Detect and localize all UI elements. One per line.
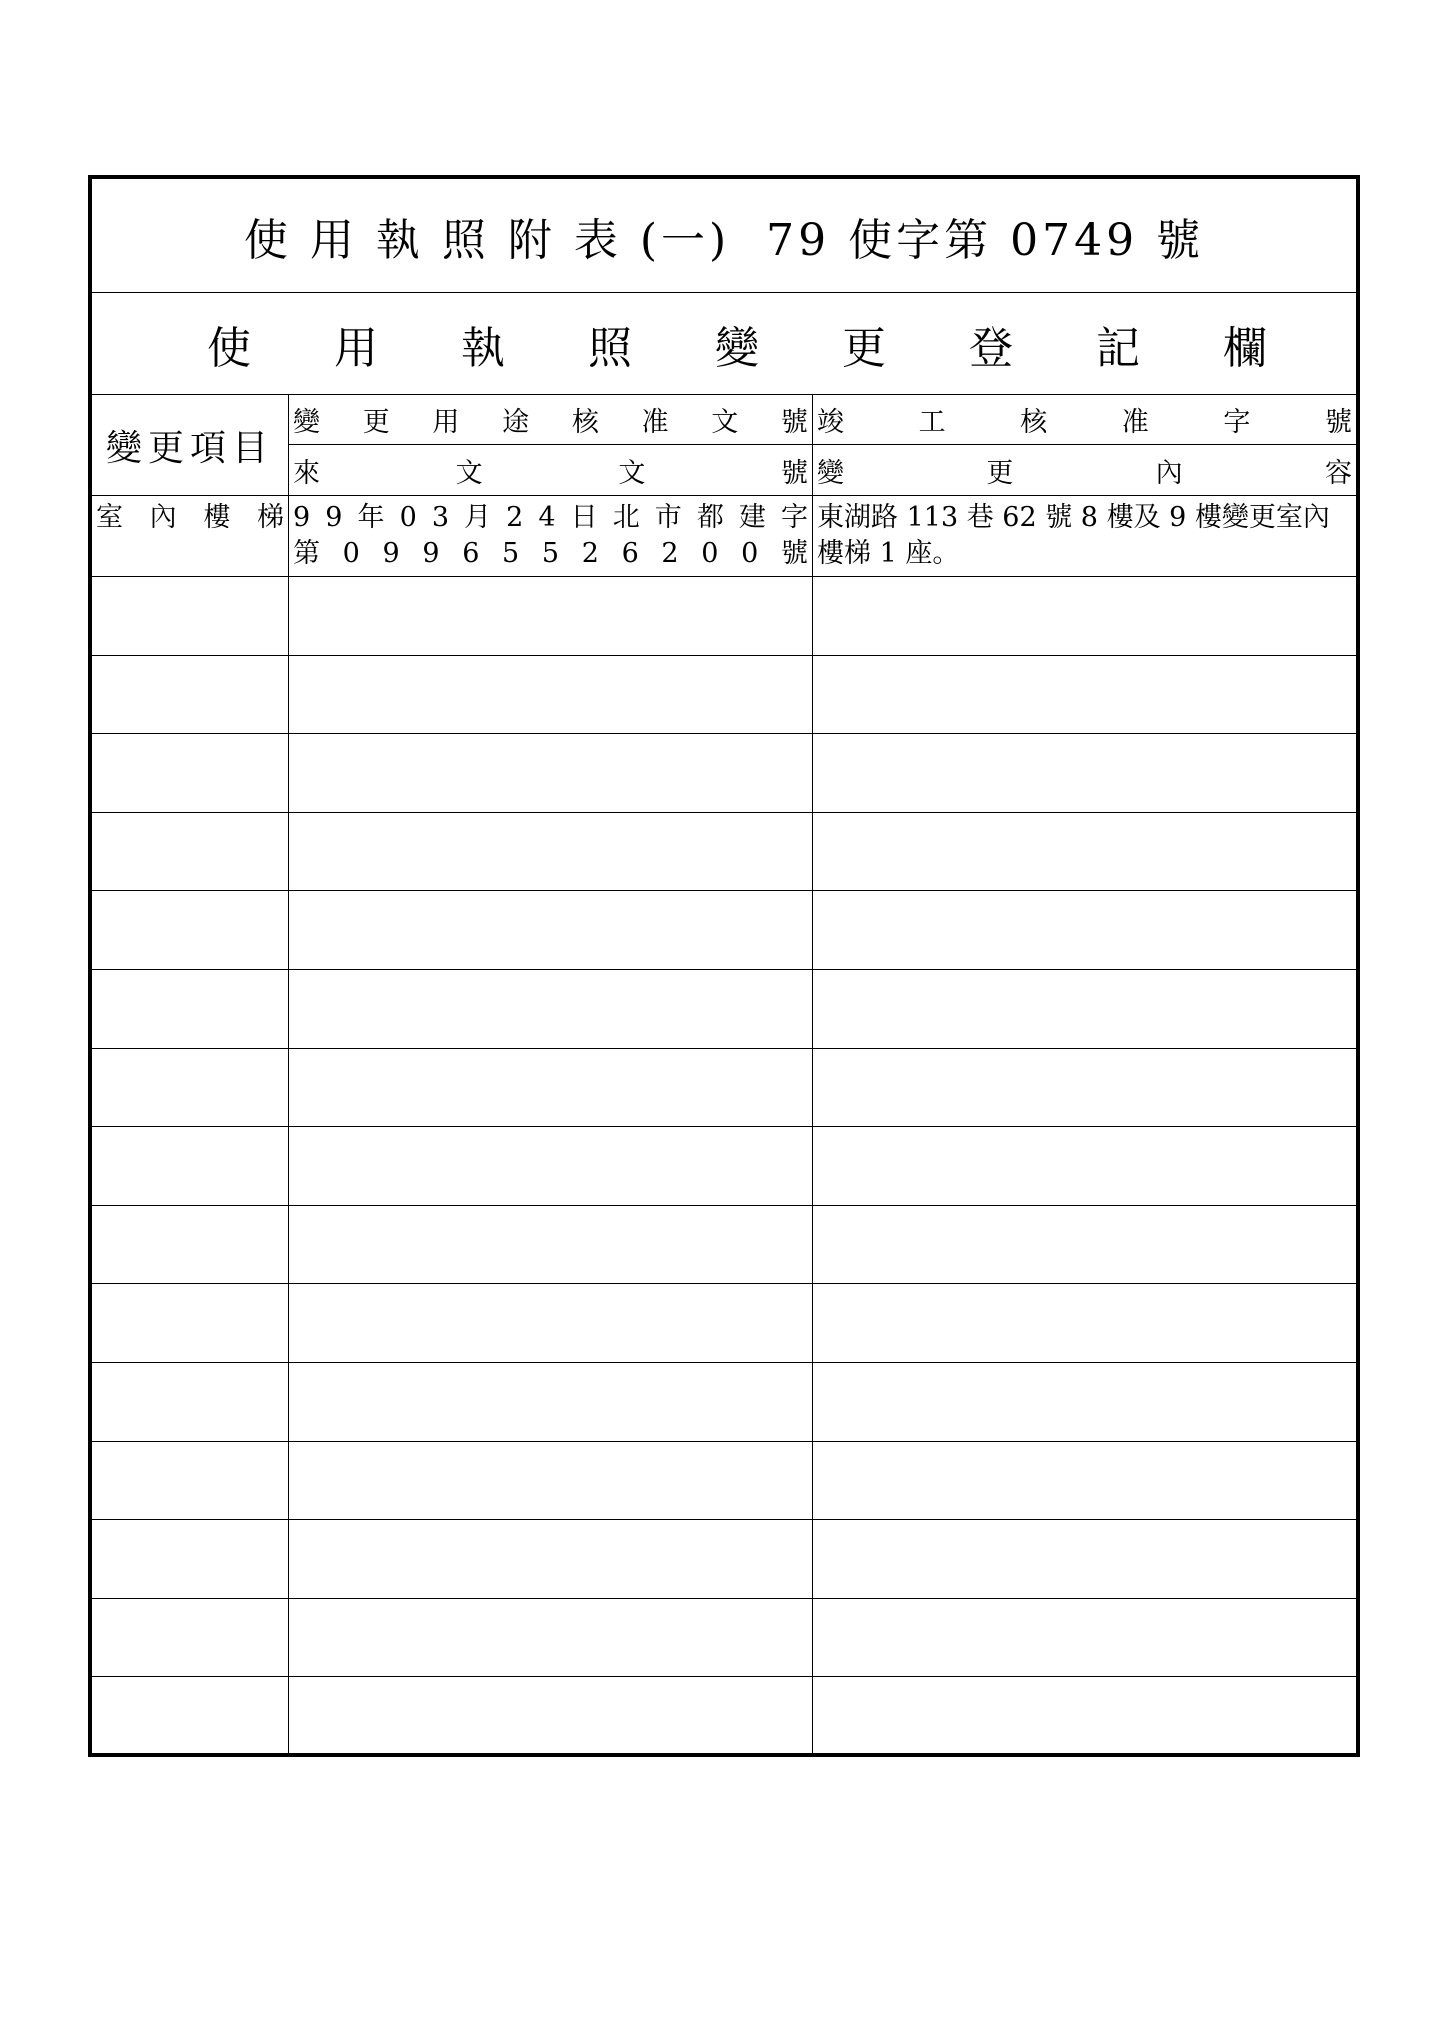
section-title-char: 執: [461, 322, 505, 374]
table-body: [92, 496, 1356, 1756]
change-content-line-2: 樓梯 1 座。: [817, 538, 960, 569]
empty-cell: [92, 970, 289, 1048]
empty-table-row: [92, 656, 1356, 735]
document-number-char: 0: [701, 538, 719, 569]
header-char: 途: [502, 407, 530, 438]
empty-cell: [813, 1127, 1356, 1205]
change-item-char: 內: [149, 502, 177, 533]
document-number-char: 9: [325, 502, 343, 533]
empty-cell: [289, 1677, 813, 1756]
document-number-char: 建: [738, 502, 766, 533]
header-char: 用: [432, 407, 460, 438]
header-char: 准: [641, 407, 669, 438]
empty-cell: [813, 1599, 1356, 1677]
empty-cell: [813, 891, 1356, 969]
change-item-char: 室: [96, 502, 123, 533]
header-char: 來: [293, 457, 320, 489]
document-number-char: 第: [293, 538, 320, 569]
empty-cell: [813, 1049, 1356, 1127]
document-number-line-2: [289, 536, 812, 572]
document-number-char: 0: [399, 502, 417, 533]
empty-cell: [92, 1127, 289, 1205]
empty-table-row: [92, 1284, 1356, 1363]
empty-cell: [813, 1520, 1356, 1598]
header-char: 文: [711, 407, 739, 438]
empty-table-row: [92, 734, 1356, 813]
empty-cell: [92, 1677, 289, 1756]
empty-cell: [289, 1127, 813, 1205]
change-item-char: 梯: [256, 502, 284, 533]
empty-cell: [289, 734, 813, 812]
header-char: 容: [1324, 457, 1352, 489]
header-char: 竣: [817, 407, 844, 438]
header-char: 號: [780, 457, 808, 489]
section-title-char: 記: [1096, 322, 1140, 374]
empty-cell: [289, 1049, 813, 1127]
header-incoming-document-number: [289, 445, 812, 495]
document-title: 使 用 執 照 附 表 (一) 79 使字第 0749 號: [243, 214, 1205, 266]
empty-cell: [289, 813, 813, 891]
empty-table-row: [92, 1206, 1356, 1285]
empty-table-row: [92, 1599, 1356, 1678]
empty-cell: [92, 577, 289, 655]
empty-table-row: [92, 1520, 1356, 1599]
document-number-cell: [289, 496, 813, 576]
empty-cell: [813, 1363, 1356, 1441]
empty-cell: [92, 813, 289, 891]
section-title-char: 變: [715, 322, 759, 374]
document-number-char: 月: [464, 502, 492, 533]
header-char: 文: [618, 457, 646, 489]
header-char: 變: [293, 407, 320, 438]
document-number-char: 2: [581, 538, 599, 569]
empty-table-row: [92, 1363, 1356, 1442]
document-number-char: 9: [293, 502, 311, 533]
empty-cell: [813, 1206, 1356, 1284]
empty-cell: [92, 734, 289, 812]
document-number-char: 5: [541, 538, 560, 569]
section-title-char: 登: [969, 322, 1013, 374]
change-item-text: [92, 496, 288, 536]
change-content-cell: [813, 496, 1356, 576]
empty-cell: [813, 734, 1356, 812]
document-number-char: 9: [422, 538, 440, 569]
section-title-char: 更: [842, 322, 886, 374]
empty-cell: [92, 1442, 289, 1520]
empty-cell: [289, 1442, 813, 1520]
document-number-char: 6: [621, 538, 639, 569]
document-number-char: 2: [506, 502, 524, 533]
document-number-char: 0: [342, 538, 360, 569]
empty-cell: [289, 891, 813, 969]
change-content-line-1: 東湖路 113 巷 62 號 8 樓及 9 樓變更室內: [817, 502, 1330, 533]
empty-cell: [289, 1363, 813, 1441]
empty-cell: [289, 656, 813, 734]
document-number-char: 5: [502, 538, 520, 569]
subtitle-row: [92, 293, 1356, 395]
empty-cell: [813, 577, 1356, 655]
empty-cell: [289, 577, 813, 655]
empty-cell: [92, 1284, 289, 1362]
header-change-item: 變更項目: [92, 395, 289, 496]
document-number-char: 市: [654, 502, 682, 533]
document-number-char: 字: [780, 502, 808, 533]
document-number-char: 9: [382, 538, 400, 569]
change-registration-table: [88, 175, 1360, 1757]
header-document-number: [289, 395, 813, 496]
empty-cell: [289, 1520, 813, 1598]
header-char: 號: [1324, 407, 1352, 438]
empty-cell: [92, 891, 289, 969]
header-completion-content: [813, 395, 1356, 496]
empty-cell: [813, 1284, 1356, 1362]
empty-cell: [92, 1599, 289, 1677]
header-completion-approval-number: [813, 395, 1356, 445]
empty-cell: [289, 1599, 813, 1677]
document-number-char: 4: [538, 502, 556, 533]
empty-cell: [289, 970, 813, 1048]
document-number-char: 2: [661, 538, 679, 569]
empty-table-row: [92, 577, 1356, 656]
empty-cell: [92, 1520, 289, 1598]
empty-cell: [813, 970, 1356, 1048]
header-char: 字: [1223, 407, 1251, 438]
header-change-content: [813, 445, 1356, 495]
header-char: 工: [918, 407, 946, 438]
document-number-char: 北: [612, 502, 640, 533]
empty-cell: [92, 1049, 289, 1127]
empty-cell: [813, 656, 1356, 734]
section-title-char: 使: [207, 322, 251, 374]
header-char: 更: [362, 407, 390, 438]
empty-cell: [813, 1677, 1356, 1756]
empty-cell: [813, 813, 1356, 891]
header-char: 變: [817, 457, 844, 489]
empty-cell: [289, 1284, 813, 1362]
empty-table-row: [92, 813, 1356, 892]
empty-table-row: [92, 970, 1356, 1049]
section-title-char: 用: [334, 322, 378, 374]
empty-cell: [289, 1206, 813, 1284]
empty-table-row: [92, 1677, 1356, 1756]
document-number-char: 3: [431, 502, 449, 533]
empty-cell: [92, 656, 289, 734]
document-number-char: 號: [780, 538, 808, 569]
header-char: 號: [780, 407, 808, 438]
change-item-cell: [92, 496, 289, 576]
section-title-char: 欄: [1223, 322, 1267, 374]
document-number-char: 年: [357, 502, 385, 533]
header-char: 內: [1155, 457, 1183, 489]
document-number-char: 6: [462, 538, 480, 569]
document-number-char: 0: [741, 538, 759, 569]
title-row: [92, 179, 1356, 293]
empty-cell: [92, 1206, 289, 1284]
empty-table-row: [92, 1127, 1356, 1206]
section-title-char: 照: [588, 322, 632, 374]
empty-cell: [92, 1363, 289, 1441]
empty-table-row: [92, 1049, 1356, 1128]
header-char: 核: [1020, 407, 1048, 438]
header-char: 准: [1121, 407, 1149, 438]
header-usage-change-approval-number: [289, 395, 812, 445]
document-number-char: 日: [570, 502, 598, 533]
change-item-char: 樓: [203, 502, 231, 533]
empty-table-row: [92, 891, 1356, 970]
document-number-line-1: [289, 496, 812, 536]
empty-table-row: [92, 1442, 1356, 1521]
header-char: 核: [571, 407, 599, 438]
section-title: [207, 312, 1267, 376]
header-char: 文: [455, 457, 483, 489]
header-char: 更: [986, 457, 1014, 489]
empty-cell: [813, 1442, 1356, 1520]
table-row: [92, 496, 1356, 577]
document-number-char: 都: [696, 502, 724, 533]
